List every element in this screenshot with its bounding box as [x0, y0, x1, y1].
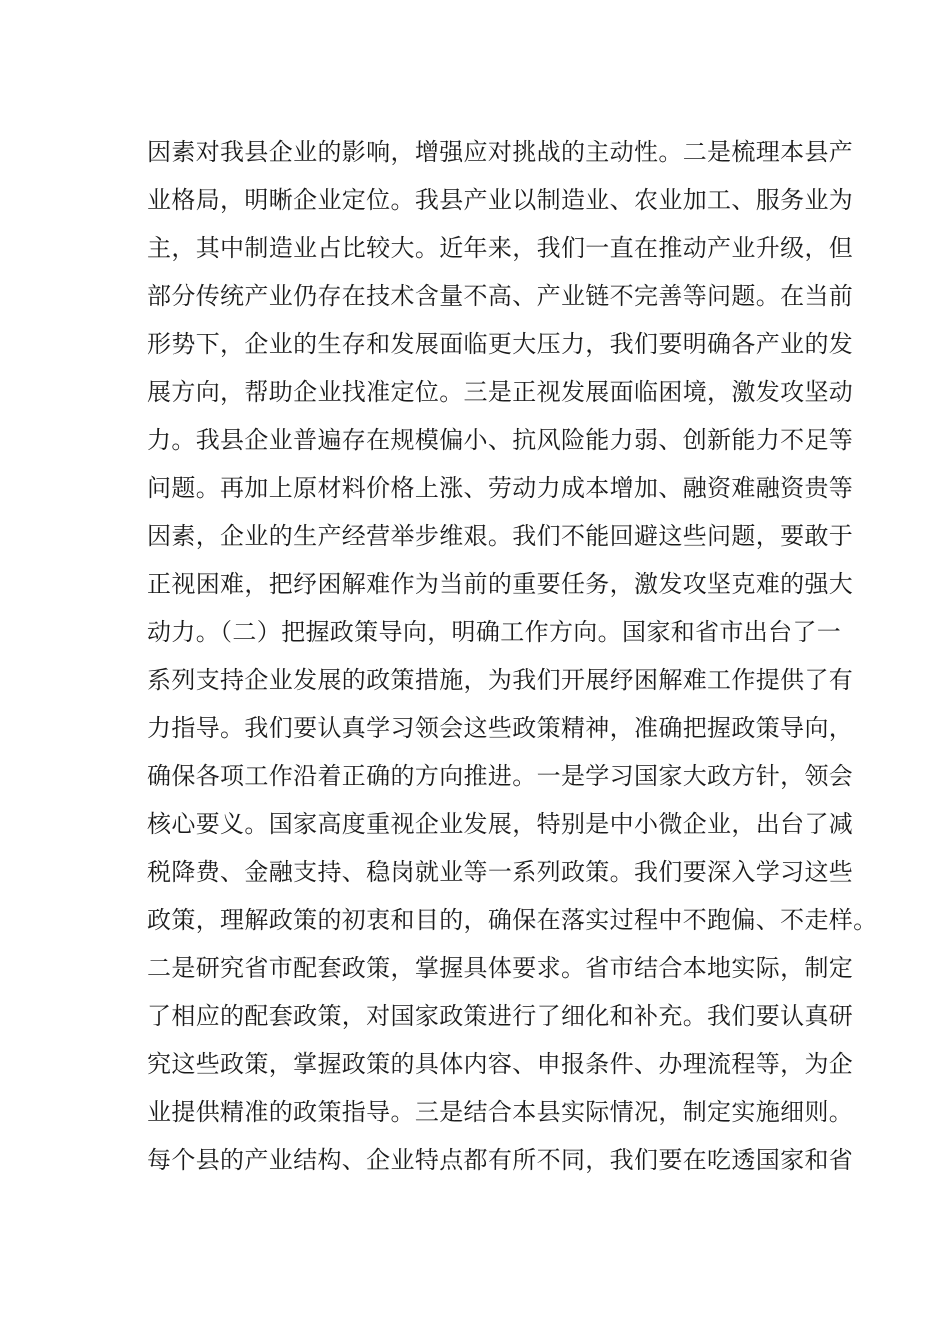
text-line: 每个县的产业结构、企业特点都有所不同，我们要在吃透国家和省	[147, 1146, 854, 1174]
text-line: 政策，理解政策的初衷和目的，确保在落实过程中不跑偏、不走样。	[147, 906, 878, 934]
text-line: 力。我县企业普遍存在规模偏小、抗风险能力弱、创新能力不足等	[147, 426, 854, 454]
text-line: 究这些政策，掌握政策的具体内容、申报条件、办理流程等，为企	[147, 1050, 854, 1078]
text-line: 力指导。我们要认真学习领会这些政策精神，准确把握政策导向，	[147, 714, 854, 742]
text-line: 了相应的配套政策，对国家政策进行了细化和补充。我们要认真研	[147, 1002, 854, 1030]
text-line: 动力。（二）把握政策导向，明确工作方向。国家和省市出台了一	[147, 618, 842, 646]
text-line: 问题。再加上原材料价格上涨、劳动力成本增加、融资难融资贵等	[147, 474, 854, 502]
text-line: 因素，企业的生产经营举步维艰。我们不能回避这些问题，要敢于	[147, 522, 854, 550]
text-line: 二是研究省市配套政策，掌握具体要求。省市结合本地实际，制定	[147, 954, 854, 982]
text-line: 系列支持企业发展的政策措施，为我们开展纾困解难工作提供了有	[147, 666, 854, 694]
text-line: 业提供精准的政策指导。三是结合本县实际情况，制定实施细则。	[147, 1098, 854, 1126]
body-text	[147, 128, 878, 1184]
text-line: 部分传统产业仍存在技术含量不高、产业链不完善等问题。在当前	[147, 282, 854, 310]
text-line: 因素对我县企业的影响，增强应对挑战的主动性。二是梳理本县产	[147, 138, 854, 166]
text-line: 确保各项工作沿着正确的方向推进。一是学习国家大政方针，领会	[147, 762, 854, 790]
text-line: 主，其中制造业占比较大。近年来，我们一直在推动产业升级，但	[147, 234, 854, 262]
text-line: 形势下，企业的生存和发展面临更大压力，我们要明确各产业的发	[147, 330, 854, 358]
text-line: 正视困难，把纾困解难作为当前的重要任务，激发攻坚克难的强大	[147, 570, 854, 598]
text-line: 业格局，明晰企业定位。我县产业以制造业、农业加工、服务业为	[147, 186, 854, 214]
text-line: 税降费、金融支持、稳岗就业等一系列政策。我们要深入学习这些	[147, 858, 854, 886]
text-line: 核心要义。国家高度重视企业发展，特别是中小微企业，出台了减	[147, 810, 854, 838]
text-line: 展方向，帮助企业找准定位。三是正视发展面临困境，激发攻坚动	[147, 378, 854, 406]
